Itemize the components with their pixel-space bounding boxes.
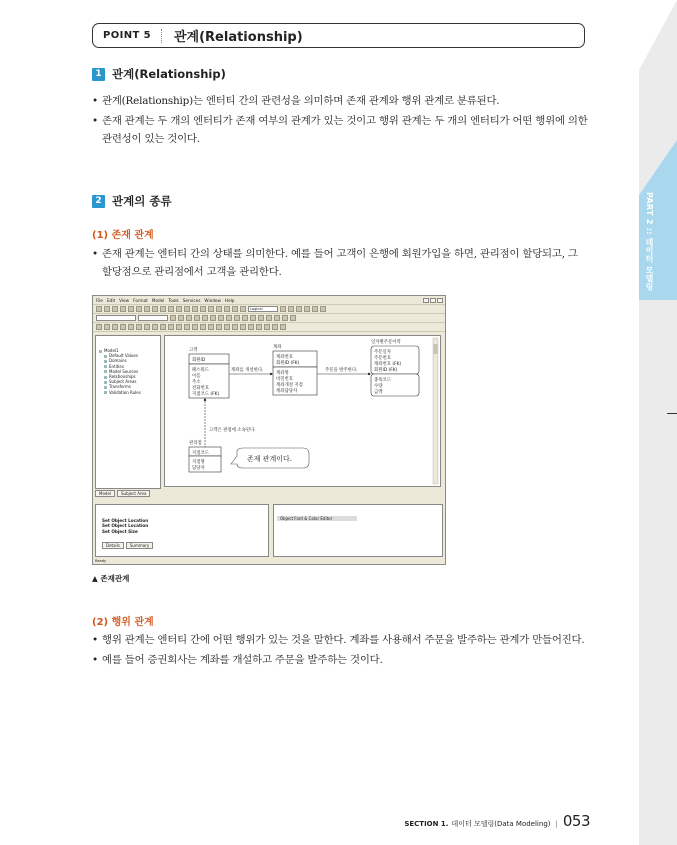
- point-tag: POINT 5: [103, 30, 151, 41]
- tree-item: Subject Areas: [109, 379, 137, 385]
- section-1-bullets: [92, 92, 589, 150]
- entity-attr: 계좌개설 지점: [276, 383, 303, 388]
- section-2-heading: [92, 193, 172, 209]
- entity-attr: 전화번호: [192, 386, 209, 391]
- tree-item: Model1: [104, 348, 119, 353]
- entity-attr: 담당자: [192, 466, 205, 471]
- bullet-item: • 행위 관계는 엔터티 간에 어떤 행위가 있는 것을 말한다. 계좌를 사용해서 주문을 발주하는 관계가 만들어진다.: [92, 631, 589, 649]
- subsection-1-title: (1) 존재 관계: [92, 230, 154, 241]
- entity-attr: 계좌담당자: [276, 389, 298, 394]
- section-1-number: 1: [92, 68, 105, 81]
- tree-item: Model Sources: [109, 368, 139, 374]
- page-footer: [380, 812, 590, 830]
- entity-pk: 계좌번호: [276, 355, 293, 360]
- entity-pk: 회원ID (FK): [276, 361, 300, 366]
- bullet-item: • 관계(Relationship)는 엔터티 간의 관련성을 의미하며 존재 관계와 행위 관계로 분류된다.: [92, 92, 589, 110]
- tree-tab: Subject Area: [117, 490, 150, 497]
- entity-pk: 주문일자: [374, 350, 391, 355]
- tree-item: Default Values: [109, 353, 138, 359]
- section-2-title: 관계의 종류: [112, 194, 172, 208]
- margin-tick: [667, 413, 677, 414]
- bullet-item: • 존재 관계는 엔터티 간의 상태를 의미한다. 예를 들어 고객이 은행에 회원가입을 하면, 관리점이 할당되고, 그 할당점으로 관리점에서 고객을 관리한다.: [92, 245, 589, 281]
- footer-divider: |: [555, 820, 558, 828]
- figure-caption: ▲ 존재관계: [92, 574, 130, 583]
- point-header: [92, 23, 585, 48]
- tree-tabs: [95, 490, 150, 497]
- menu-item: Window: [204, 297, 221, 303]
- menu-item: Tools: [168, 297, 179, 303]
- entity-name: 계좌: [273, 345, 282, 350]
- editor-pane: [273, 504, 443, 557]
- action-log-pane: [95, 504, 269, 557]
- entity-pk: 계좌번호 (FK): [374, 362, 402, 367]
- menu-item: Help: [224, 297, 235, 303]
- figure-toolbar-3: [93, 323, 445, 332]
- subsection-1-bullets: [92, 245, 589, 283]
- figure-toolbar-1: [93, 305, 445, 314]
- entity-pk: 지점코드: [192, 451, 209, 456]
- entity-pk: 회원ID: [192, 358, 206, 363]
- tree-item: Relationships: [109, 374, 136, 380]
- bullet-item: • 예를 들어 증권회사는 계좌를 개설하고 주문을 발주하는 것이다.: [92, 651, 589, 669]
- figure-body: [93, 333, 445, 500]
- entity-attr: 수량: [374, 384, 383, 389]
- tree-tab: Model: [95, 490, 115, 497]
- relationship-label: 고객은 관점에 소속된다.: [209, 428, 256, 433]
- subsection-2-bullets: [92, 631, 589, 671]
- entity-name: 관리점: [189, 441, 202, 446]
- menu-item: Edit: [107, 297, 116, 303]
- figure-toolbar-2: [93, 314, 445, 323]
- callout-text: 존재 관계이다.: [247, 455, 293, 463]
- entity-attr: 지점명: [192, 460, 205, 465]
- entity-attr: 주소: [192, 380, 201, 385]
- entity-attr: 종목코드: [374, 378, 391, 383]
- entity-pk: 주문번호: [374, 356, 391, 361]
- entity-attr: 금액: [374, 390, 383, 395]
- entity-pk: 회원ID (FK): [374, 368, 398, 373]
- model-type-combo: Logical: [248, 306, 278, 312]
- bullet-item: • 존재 관계는 두 개의 엔터티가 존재 여부의 관계가 있는 것이고 행위 관계는 두 개의 엔터티가 어떤 행위에 의한 관련성이 있는 것이다.: [92, 112, 589, 148]
- tree-item: Transforms: [109, 384, 131, 390]
- tree-item: Domains: [109, 358, 127, 364]
- figure-bottom-panes: [93, 504, 445, 559]
- status-bar: Ready: [95, 559, 107, 563]
- log-item: Set Object Location: [102, 523, 149, 529]
- entity-name: 고객: [189, 348, 198, 353]
- menu-item: View: [119, 297, 130, 303]
- entity-attr: 비밀번호: [276, 377, 293, 382]
- menu-item: Services: [182, 297, 201, 303]
- tree-item: Entities: [109, 363, 124, 369]
- diagram-canvas: [164, 335, 441, 487]
- side-part-label: PART 2 :: 데이터 모델링: [645, 192, 654, 291]
- log-item: Set Object Location: [102, 518, 149, 523]
- footer-section: SECTION 1.: [404, 820, 449, 828]
- entity-attr: 지점코드 (FK): [192, 392, 220, 397]
- editor-row: Object Font & Color Editor: [277, 516, 357, 521]
- page-number: 053: [562, 812, 590, 830]
- entity-attr: 이름: [192, 374, 201, 379]
- log-tab: Details: [102, 542, 124, 549]
- menu-item: Format: [133, 297, 148, 303]
- page-edge-band: [619, 0, 677, 845]
- point-separator: [161, 29, 162, 43]
- window-controls: [423, 298, 443, 303]
- erwin-screenshot-figure: [92, 295, 446, 565]
- menu-item: Model: [151, 297, 165, 303]
- model-explorer-tree: [95, 335, 161, 489]
- relationship-label: 주문을 발주한다.: [325, 368, 358, 373]
- point-title: 관계(Relationship): [173, 30, 303, 45]
- entity-attr: 계좌명: [276, 371, 289, 376]
- log-item: Set Object Size: [102, 528, 138, 534]
- section-1-title: 관계(Relationship): [112, 67, 226, 81]
- log-tab: Summary: [126, 542, 153, 549]
- tree-item: Validation Rules: [109, 389, 141, 395]
- subsection-2-title: (2) 행위 관계: [92, 617, 154, 628]
- entity-name: 일자별주문이력: [371, 340, 401, 345]
- section-1-heading: [92, 66, 226, 82]
- menu-item: File: [96, 297, 104, 303]
- relationship-label: 계좌를 개설한다.: [231, 368, 264, 373]
- section-2-number: 2: [92, 195, 105, 208]
- entity-attr: 패스워드: [192, 368, 209, 373]
- footer-title: 데이터 모델링(Data Modeling): [451, 820, 551, 828]
- figure-menubar: [93, 296, 445, 305]
